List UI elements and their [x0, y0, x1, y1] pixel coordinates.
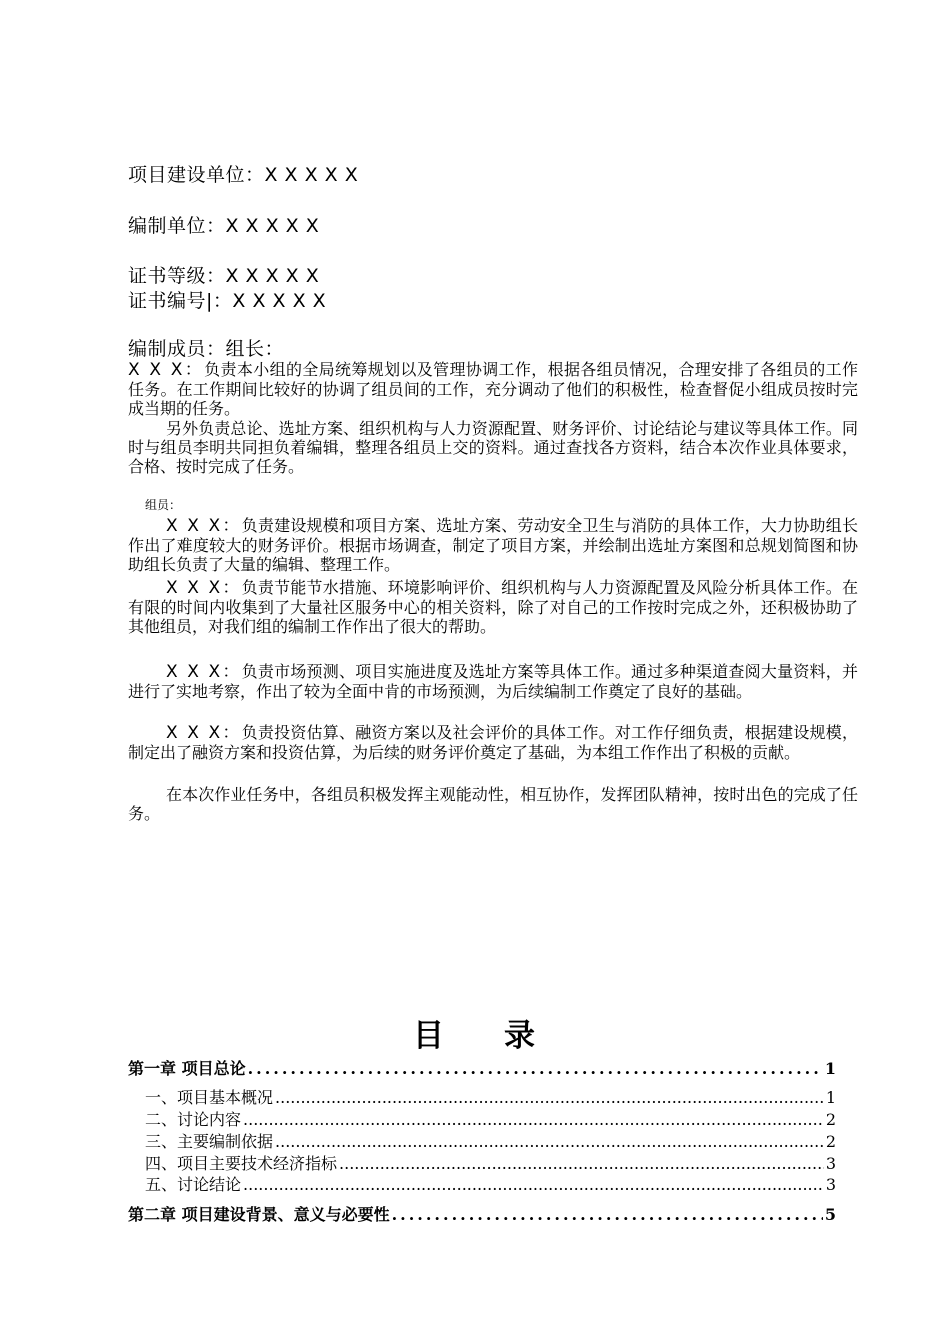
- member-4-name: X X X：: [166, 723, 242, 743]
- toc-title-right: 录: [504, 1018, 537, 1054]
- closing-paragraph: 在本次作业任务中，各组员积极发挥主观能动性，相互协作，发挥团队精神，按时出色的完成了任务。: [128, 785, 858, 823]
- toc-leader-dots: [392, 1205, 823, 1224]
- toc-item-page: 2: [825, 1132, 836, 1151]
- member-3-paragraph: [128, 662, 858, 701]
- toc-leader-dots: [339, 1154, 824, 1173]
- member-3-name: X X X：: [166, 662, 242, 682]
- member-2-paragraph: [128, 578, 858, 636]
- member-2-text: 负责节能节水措施、环境影响评价、组织机构与人力资源配置及风险分析具体工作。在有限的时间内收集到了大量社区服务中心的相关资料，除了对自己的工作按时完成之外，还积极协助了其他组员，对我们组的编制工作作出了很大的帮助。: [128, 578, 858, 636]
- toc-chapter-2-label: 第二章 项目建设背景、意义与必要性: [128, 1205, 390, 1224]
- toc-item-page: 3: [825, 1175, 836, 1194]
- leader-duty-text: 负责本小组的全局统筹规划以及管理协调工作，根据各组员情况，合理安排了各组员的工作任务。在工作期间比较好的协调了组员间的工作，充分调动了他们的积极性，检查督促小组成员按时完成当期的任务。: [128, 360, 858, 418]
- toc-leader-dots: [243, 1175, 824, 1194]
- leader-name: X X X：: [128, 360, 205, 380]
- toc-item-page: 2: [825, 1110, 836, 1129]
- toc-item[interactable]: [145, 1151, 836, 1174]
- toc-item[interactable]: [145, 1129, 836, 1152]
- toc-chapter-1-page: 1: [824, 1059, 836, 1078]
- toc-chapter-1[interactable]: [128, 1056, 836, 1079]
- member-4-text: 负责投资估算、融资方案以及社会评价的具体工作。对工作仔细负责，根据建设规模，制定出了融资方案和投资估算，为后续的财务评价奠定了基础，为本组工作作出了积极的贡献。: [128, 723, 858, 762]
- toc-leader-dots: [275, 1088, 824, 1107]
- member-2-name: X X X：: [166, 578, 242, 598]
- certificate-level-line: 证书等级：X X X X X: [128, 265, 320, 287]
- member-4-paragraph: [128, 723, 858, 762]
- toc-title: [0, 1010, 950, 1055]
- toc-item-label: 三、主要编制依据: [145, 1132, 274, 1151]
- member-1-name: X X X：: [166, 516, 242, 536]
- leader-extra-paragraph: 另外负责总论、选址方案、组织机构与人力资源配置、财务评价、讨论结论与建议等具体工作。同时与组员李明共同担负着编辑，整理各组员上交的资料。通过查找各方资料，结合本次作业具体要求，合格、按时完成了任务。: [128, 419, 858, 476]
- members-heading: 编制成员：组长：: [128, 338, 285, 360]
- toc-item-label: 四、项目主要技术经济指标: [145, 1154, 338, 1173]
- toc-item[interactable]: [145, 1107, 836, 1130]
- toc-leader-dots: [275, 1132, 824, 1151]
- toc-title-left: 目: [413, 1018, 446, 1054]
- compiler-unit-line: 编制单位：X X X X X: [128, 215, 320, 237]
- member-3-text: 负责市场预测、项目实施进度及选址方案等具体工作。通过多种渠道查阅大量资料，并进行了实地考察，作出了较为全面中肯的市场预测，为后续编制工作奠定了良好的基础。: [128, 662, 858, 701]
- leader-duty-paragraph: [128, 360, 858, 418]
- toc-leader-dots: [243, 1110, 824, 1129]
- toc-item-page: 3: [825, 1154, 836, 1173]
- members-label: 组员：: [145, 498, 182, 512]
- toc-chapter-2[interactable]: [128, 1202, 836, 1225]
- toc-leader-dots: [248, 1059, 823, 1078]
- construction-unit-line: 项目建设单位：X X X X X: [128, 164, 359, 186]
- toc-item[interactable]: [145, 1172, 836, 1195]
- toc-chapter-2-page: 5: [824, 1205, 836, 1224]
- toc-chapter-1-label: 第一章 项目总论: [128, 1059, 246, 1078]
- member-1-paragraph: [128, 516, 858, 574]
- toc-item-page: 1: [825, 1088, 836, 1107]
- certificate-number-line: 证书编号|：X X X X X: [128, 290, 327, 312]
- toc-item-label: 一、项目基本概况: [145, 1088, 274, 1107]
- toc-item-label: 二、讨论内容: [145, 1110, 242, 1129]
- member-1-text: 负责建设规模和项目方案、选址方案、劳动安全卫生与消防的具体工作，大力协助组长作出了难度较大的财务评价。根据市场调查，制定了项目方案，并绘制出选址方案图和总规划简图和协助组长负责了大量的编辑、整理工作。: [128, 516, 858, 574]
- toc-item[interactable]: [145, 1085, 836, 1108]
- toc-item-label: 五、讨论结论: [145, 1175, 242, 1194]
